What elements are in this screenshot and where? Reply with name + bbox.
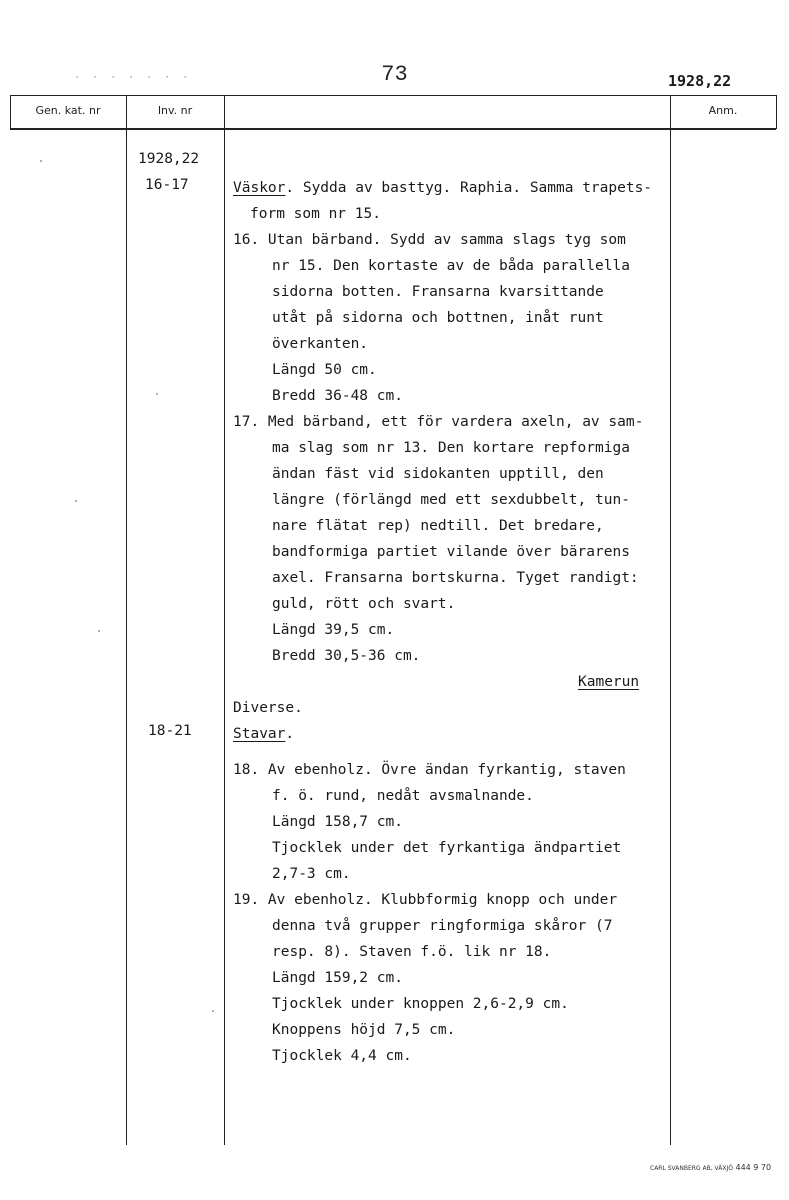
entry-vaskor-rest: . Sydda av basttyg. Raphia. Samma trapets- <box>285 180 653 196</box>
divider-main-anm <box>670 95 671 1145</box>
page-number: 73 <box>381 62 408 87</box>
header-bottom-rule <box>10 128 776 130</box>
corner-date: 1928,22 <box>668 72 732 90</box>
printer-footer <box>650 1163 771 1172</box>
entry-line: Längd 159,2 cm. <box>272 970 403 986</box>
entry-line: Längd 50 cm. <box>272 362 377 378</box>
entry-line: form som nr 15. <box>250 206 381 222</box>
entry-line: ma slag som nr 13. Den kortare repformiga <box>272 440 630 456</box>
entry-line: överkanten. <box>272 336 369 352</box>
column-header-inv: Inv. nr <box>157 104 193 117</box>
scan-speck <box>156 393 158 395</box>
entry-line: nare flätat rep) nedtill. Det bredare, <box>272 518 604 534</box>
region-kamerun <box>578 669 639 695</box>
entry-line: Bredd 30,5-36 cm. <box>272 648 421 664</box>
inv-range-18-21: 18-21 <box>148 723 192 739</box>
entry-line: Tjocklek 4,4 cm. <box>272 1048 412 1064</box>
header-dots: · · · · · · · <box>74 72 192 83</box>
entry-line: f. ö. rund, nedåt avsmalnande. <box>272 788 534 804</box>
entry-line: resp. 8). Staven f.ö. lik nr 18. <box>272 944 552 960</box>
entry-vaskor-line <box>233 175 652 201</box>
printer-name: CARL SVANBERG AB, VÄXJÖ <box>650 1165 733 1172</box>
divider-gen-inv <box>126 95 127 1145</box>
column-header-gen-kat: Gen. kat. nr <box>35 104 101 117</box>
entry-line: axel. Fransarna bortskurna. Tyget randigt: <box>272 570 639 586</box>
entry-line: ändan fäst vid sidokanten upptill, den <box>272 466 604 482</box>
entry-line: 19. Av ebenholz. Klubbformig knopp och under <box>233 892 618 908</box>
entry-line: 16. Utan bärband. Sydd av samma slags tyg som <box>233 232 626 248</box>
entry-line: Längd 158,7 cm. <box>272 814 403 830</box>
scan-speck <box>40 160 42 162</box>
heading-vaskor: Väskor <box>233 180 286 196</box>
entry-line: Knoppens höjd 7,5 cm. <box>272 1022 456 1038</box>
entry-line: utåt på sidorna och bottnen, inåt runt <box>272 310 604 326</box>
region-kamerun-label: Kamerun <box>578 674 640 690</box>
scan-speck <box>75 500 77 502</box>
entry-line: Längd 39,5 cm. <box>272 622 395 638</box>
divider-inv-main <box>224 95 225 1145</box>
entry-line: guld, rött och svart. <box>272 596 456 612</box>
entry-line: Bredd 36-48 cm. <box>272 388 403 404</box>
scan-speck <box>98 630 100 632</box>
entry-line: Tjocklek under knoppen 2,6-2,9 cm. <box>272 996 569 1012</box>
right-border <box>776 95 777 129</box>
inv-range-16-17: 16-17 <box>145 177 189 193</box>
inv-year: 1928,22 <box>138 151 200 167</box>
form-code: 444 9 70 <box>735 1163 772 1172</box>
entry-stavar-line: Stavar. <box>233 726 295 742</box>
entry-line: 18. Av ebenholz. Övre ändan fyrkantig, staven <box>233 762 626 778</box>
heading-stavar: Stavar <box>233 726 286 742</box>
entry-line: Tjocklek under det fyrkantiga ändpartiet <box>272 840 622 856</box>
entry-line: 17. Med bärband, ett för vardera axeln, av sam- <box>233 414 644 430</box>
scan-speck <box>212 1010 214 1012</box>
entry-line: bandformiga partiet vilande över bärarens <box>272 544 630 560</box>
header-top-rule <box>10 95 776 96</box>
entry-line: 2,7-3 cm. <box>272 866 351 882</box>
entry-line: nr 15. Den kortaste av de båda parallella <box>272 258 630 274</box>
entry-line: längre (förlängd med ett sexdubbelt, tun- <box>272 492 630 508</box>
entry-line: denna två grupper ringformiga skåror (7 <box>272 918 613 934</box>
entry-line: sidorna botten. Fransarna kvarsittande <box>272 284 604 300</box>
column-header-anm: Anm. <box>708 104 738 117</box>
section-diverse: Diverse. <box>233 700 303 716</box>
